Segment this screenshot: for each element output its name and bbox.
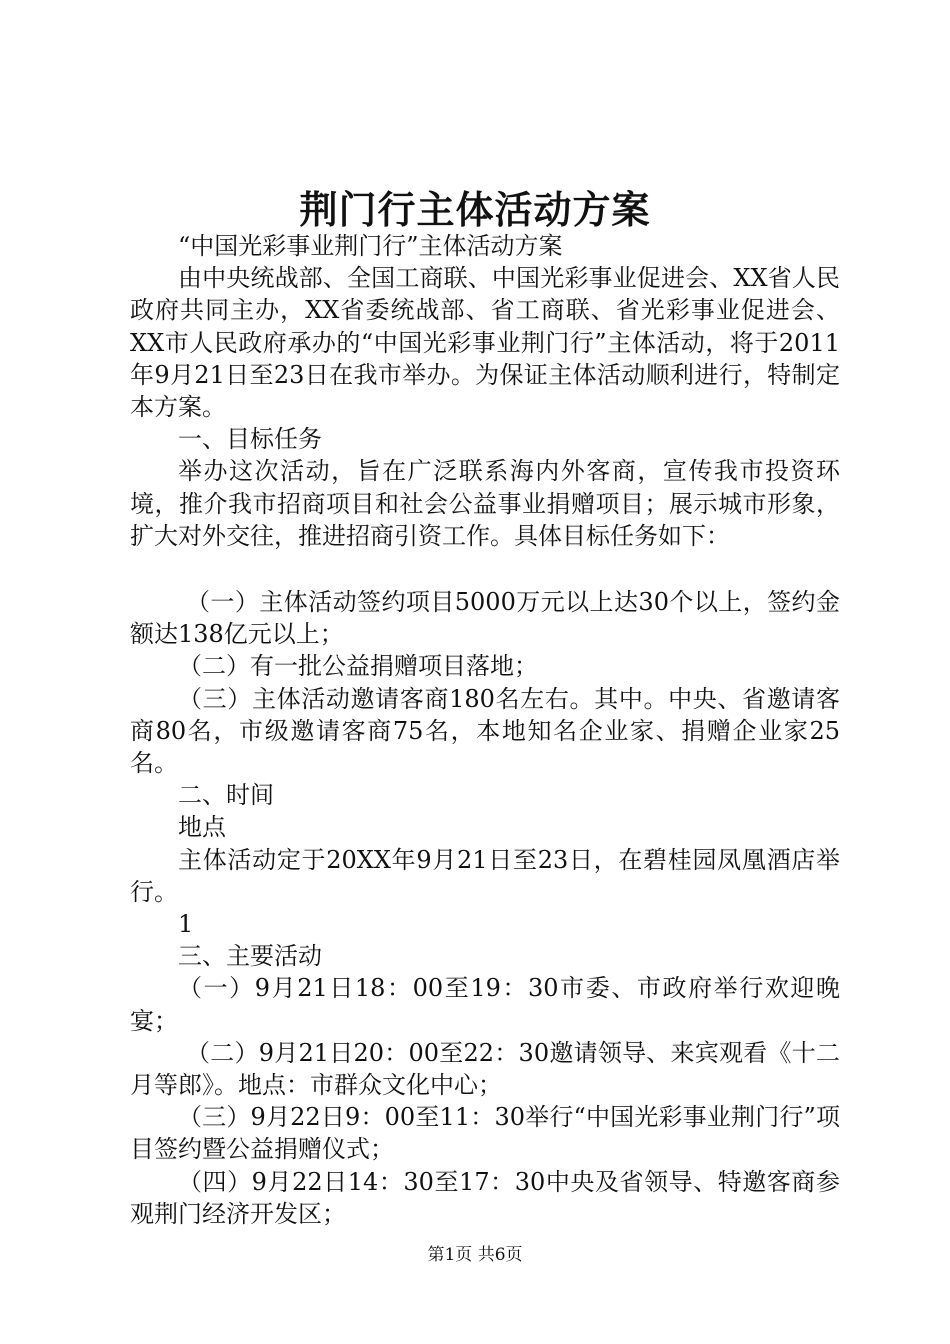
list-item-goal-3: （三）主体活动邀请客商180名左右。其中。中央、省邀请客商80名，市级邀请客商75名，本地知名企业家、捐赠企业家25名。 bbox=[130, 684, 840, 778]
section-heading-activities: 三、主要活动 bbox=[178, 942, 322, 971]
page-number-inline: 1 bbox=[178, 910, 194, 939]
list-item-activity-4: （四）9月22日14：30至17：30中央及省领导、特邀客商参观荆门经济开发区； bbox=[130, 1167, 840, 1228]
section-heading-location: 地点 bbox=[178, 813, 226, 842]
document-title: 荆门行主体活动方案 bbox=[299, 187, 651, 232]
blank-line bbox=[130, 552, 840, 586]
paragraph-goals: 举办这次活动，旨在广泛联系海内外客商，宣传我市投资环境，推介我市招商项目和社会公益事业捐赠项目；展示城市形象，扩大对外交往，推进招商引资工作。具体目标任务如下： bbox=[130, 457, 840, 550]
paragraph-time-location: 主体活动定于20XX年9月21日至23日，在碧桂园凤凰酒店举行。 bbox=[130, 845, 840, 906]
list-item-activity-1: （一）9月21日18：00至19：30市委、市政府举行欢迎晚宴； bbox=[130, 974, 840, 1035]
section-heading-goals: 一、目标任务 bbox=[178, 425, 322, 454]
paragraph-intro: 由中央统战部、全国工商联、中国光彩事业促进会、XX省人民政府共同主办，XX省委统战部、省工商联、省光彩事业促进会、XX市人民政府承办的“中国光彩事业荆门行”主体活动，将于2011年9月21日至23日在我市举办。为保证主体活动顺利进行，特制定本方案。 bbox=[130, 264, 840, 422]
document-body bbox=[130, 230, 840, 1230]
paragraph-subtitle: “中国光彩事业荆门行”主体活动方案 bbox=[178, 232, 563, 260]
list-item-activity-2: （二）9月21日20：00至22：30邀请领导、来宾观看《十二月等郎》。地点：市群众文化中心； bbox=[130, 1038, 840, 1100]
section-heading-time: 二、时间 bbox=[178, 781, 274, 810]
page-footer: 第1页 共6页 bbox=[427, 1245, 523, 1265]
list-item-activity-3: （三）9月22日9：00至11：30举行“中国光彩事业荆门行”项目签约暨公益捐赠仪式； bbox=[130, 1103, 840, 1164]
list-item-goal-1: （一）主体活动签约项目5000万元以上达30个以上，签约金额达138亿元以上； bbox=[130, 588, 840, 649]
list-item-goal-2: （二）有一批公益捐赠项目落地； bbox=[178, 652, 538, 681]
